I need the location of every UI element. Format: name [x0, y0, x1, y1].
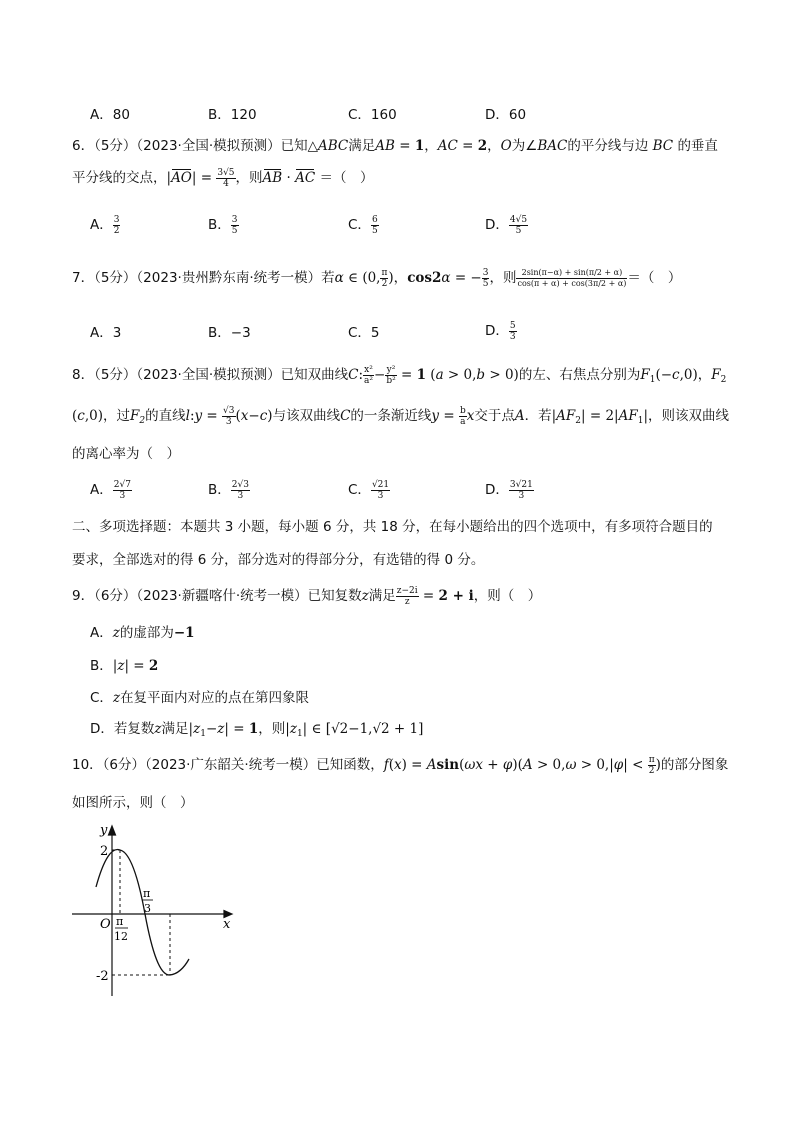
q7-option-c: C．5 — [348, 325, 380, 341]
origin-label: O — [100, 917, 111, 932]
q7-option-a: A．3 — [90, 325, 122, 341]
q5-option-c: C．160 — [348, 107, 397, 123]
tick-label-pi12-num: π — [116, 915, 124, 928]
tick-label-pi3-den: 3 — [144, 902, 151, 915]
q9-option-c: C．z在复平面内对应的点在第四象限 — [90, 690, 310, 706]
q5-option-a: A．80 — [90, 107, 130, 123]
q8-option-a: A． $\frac{2√7}{3}$ — [90, 479, 131, 501]
function-graph — [60, 818, 250, 1003]
q5-option-d: D．60 — [485, 107, 527, 123]
q10-line1: 10．（6分）（2023·广东韶关·统考一模）已知函数，f(x) = Asin(ωx + φ)(A > 0,ω > 0,|φ| < $\frac{\pi}{2}$ )的部分图象 — [72, 754, 729, 776]
q8-option-d: D． $\frac{3√21}{3}$ — [485, 479, 533, 501]
q8-line1: 8．（5分）（2023·全国·模拟预测）已知双曲线C: $\frac{\text{x²}}{\text{a²}}$ − $\frac{\text{y²}}{\text{b²}}$ = 1 (a > 0,b > 0)的左、右焦点分别为$F_1(-c,0)$，$F_2$ — [72, 364, 727, 386]
section2-line1: 二、多项选择题：本题共 3 小题，每小题 6 分，共 18 分，在每小题给出的四个选项中，有多项符合题目的 — [72, 519, 713, 535]
y-axis-label: y — [100, 823, 108, 838]
tick-label-pi3-num: π — [143, 887, 151, 900]
q7-option-d: D． $\frac{5}{3}$ — [485, 320, 516, 342]
x-axis-label: x — [223, 917, 231, 932]
q6-line1: 6．（5分）（2023·全国·模拟预测）已知△ABC满足AB = 1，AC = 2，O为∠BAC的平分线与边 BC 的垂直 — [72, 138, 718, 154]
q8-option-c: C． $\frac{√21}{3}$ — [348, 479, 390, 501]
q9-option-a: A．z的虚部为−1 — [90, 625, 195, 641]
sine-curve — [96, 850, 189, 976]
q6-option-a: A． $\frac{3}{2}$ — [90, 214, 120, 236]
y-max-label: 2 — [100, 844, 109, 859]
q6-line2: 平分线的交点，|AO| = $\frac{3√5}{4}$ ，则AB · AC ＝（ ） — [72, 167, 374, 189]
q9-stem: 9．（6分）（2023·新疆喀什·统考一模）已知复数z满足 $\frac{z-2i}{z}$ = 2 + i，则（ ） — [72, 585, 542, 607]
q9-option-b: B．|z| = 2 — [90, 658, 159, 674]
tick-label-pi12-den: 12 — [114, 930, 128, 943]
q8-option-b: B． $\frac{2√3}{3}$ — [208, 479, 249, 501]
q5-option-b: B．120 — [208, 107, 257, 123]
q8-line3: 的离心率为（ ） — [72, 446, 180, 462]
y-min-label: -2 — [96, 969, 109, 984]
q6-option-b: B． $\frac{3}{5}$ — [208, 214, 238, 236]
q9-option-d: D．若复数z满足$|z_1-z| = 1$，则$|z_1|$ ∈ [√2−1,√2 + 1] — [90, 721, 424, 739]
y-axis-arrow — [109, 826, 116, 835]
q6-option-c: C． $\frac{6}{5}$ — [348, 214, 378, 236]
q7-option-b: B．−3 — [208, 325, 251, 341]
q7-line1: 7．（5分）（2023·贵州黔东南·统考一模）若α ∈ (0, $\frac{\pi}{2}$ )，cos2α = − $\frac{3}{5}$ ，则 $\frac{2\sin(\pi-\alpha) + \sin(\pi/2 + \alpha)}{\cos(\pi + \alpha) + \cos(3\pi/2 + \alpha)}$ ＝（ ） — [72, 267, 682, 289]
section2-line2: 要求，全部选对的得 6 分，部分选对的得部分分，有选错的得 0 分。 — [72, 552, 485, 568]
q10-line2: 如图所示，则（ ） — [72, 795, 194, 811]
q8-line2: (c,0)，过$F_2$的直线l:y = $\frac{√3}{3}$ (x−c)与该双曲线C的一条渐近线y = $\frac{b}{a}$ x交于点A．若$|AF_2| = 2|AF_1|$，则该双曲线 — [72, 405, 730, 427]
q6-option-d: D． $\frac{4√5}{5}$ — [485, 214, 528, 236]
